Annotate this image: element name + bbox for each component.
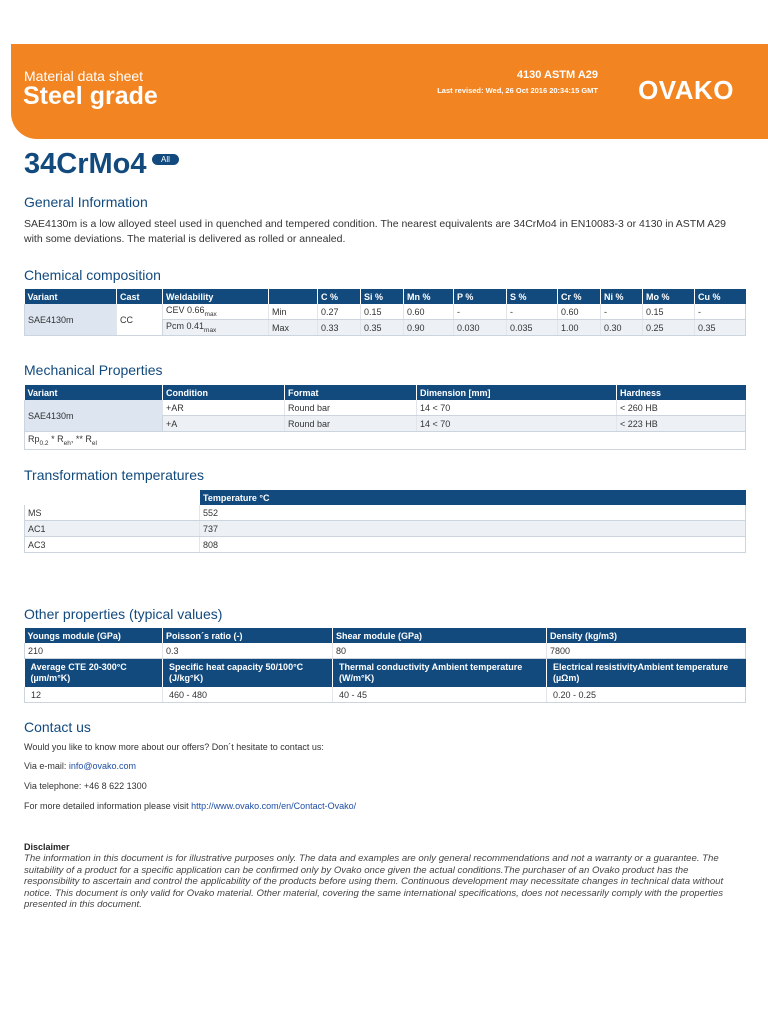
column-header: S % [507, 289, 558, 304]
value-cell: - [695, 304, 746, 320]
header-title: Steel grade [23, 82, 158, 110]
value-cell: 210 [25, 643, 163, 659]
variant-cell: SAE4130m [25, 304, 117, 336]
column-header: Hardness [617, 385, 746, 400]
value-cell: 0.90 [404, 320, 454, 336]
column-header: Variant [25, 289, 117, 304]
general-heading: General Information [24, 194, 148, 210]
transformation-table [24, 490, 746, 553]
table-header-row [25, 385, 746, 400]
ovako-logo: OVAKO [638, 75, 734, 105]
value-cell: 0.30 [601, 320, 643, 336]
value-cell: 40 - 45 [333, 687, 547, 703]
table-row [25, 687, 746, 703]
format-cell: Round bar [285, 400, 417, 416]
footnote-cell: $Rp_{0.2} * R_{eh}$, ** $R_{el}$ [25, 432, 746, 450]
empty-header [25, 490, 200, 505]
header-banner [11, 44, 768, 139]
header-revised: Last revised: Wed, 26 Oct 2016 20:34:15 GMT [437, 86, 598, 95]
value-cell: 1.00 [558, 320, 601, 336]
mechanical-heading: Mechanical Properties [24, 362, 163, 378]
contact-email-line [24, 761, 136, 771]
header-subtitle: Material data sheet [24, 68, 144, 84]
column-header: Shear module (GPa) [333, 628, 547, 643]
weldability-cell: CEV $0.66_{max}$ [163, 304, 269, 320]
value-cell: 0.27 [318, 304, 361, 320]
value-cell: 460 - 480 [163, 687, 333, 703]
dimension-cell: 14 < 70 [417, 400, 617, 416]
value-cell: 12 [25, 687, 163, 703]
other-table [24, 628, 746, 703]
temp-name-cell: AC1 [25, 521, 200, 537]
column-header: Temperature °C [200, 490, 746, 505]
value-cell: 0.33 [318, 320, 361, 336]
value-cell: 0.60 [558, 304, 601, 320]
cast-cell: CC [117, 304, 163, 336]
column-header: Average CTE 20-300°C (µm/m°K) [25, 659, 163, 688]
temp-value-cell: 808 [200, 537, 746, 553]
hardness-cell: < 223 HB [617, 416, 746, 432]
condition-cell: +A [163, 416, 285, 432]
value-cell: 0.030 [454, 320, 507, 336]
contact-more-line [24, 801, 356, 811]
table-header-row [25, 289, 746, 304]
minmax-cell: Min [269, 304, 318, 320]
column-header: Variant [25, 385, 163, 400]
value-cell: - [601, 304, 643, 320]
temp-value-cell: 737 [200, 521, 746, 537]
table-header-row [25, 628, 746, 643]
column-header: Ni % [601, 289, 643, 304]
material-name: 34CrMo4 [24, 148, 147, 180]
column-header: Specific heat capacity 50/100°C (J/kg°K) [163, 659, 333, 688]
contact-intro: Would you like to know more about our offers? Don´t hesitate to contact us: [24, 742, 324, 752]
more-label: For more detailed information please visit [24, 801, 192, 811]
table-header-row [25, 659, 746, 688]
disclaimer-text: The information in this document is for illustrative purposes only. The data and examples are only general recommendations and not a warranty or a guarantee. The suitability of a product for a specific application can be confirmed only by Ovako once given the actual conditions.The purchaser of an Ovako product has the responsibility to ascertain and control the applicability of the products before using them. Continuous development may necessitate changes in technical data without notice. This document is only valid for Ovako material. Other material, covering the same international specifications, does not necessarily comply with the properties presented in this document. [24, 853, 724, 911]
column-header: Electrical resistivityAmbient temperature (µΩm) [547, 659, 746, 688]
column-header: Cu % [695, 289, 746, 304]
column-header: Density (kg/m3) [547, 628, 746, 643]
email-label: Via e-mail: [24, 761, 69, 771]
value-cell: - [507, 304, 558, 320]
table-row [25, 537, 746, 553]
column-header: Cr % [558, 289, 601, 304]
value-cell: 0.15 [643, 304, 695, 320]
value-cell: 0.60 [404, 304, 454, 320]
variant-badge: All [152, 154, 179, 165]
temp-name-cell: AC3 [25, 537, 200, 553]
disclaimer-title: Disclaimer [24, 842, 70, 852]
value-cell: - [454, 304, 507, 320]
table-row [25, 505, 746, 521]
column-header: P % [454, 289, 507, 304]
table-header-row [25, 490, 746, 505]
column-header: Condition [163, 385, 285, 400]
table-row [25, 400, 746, 416]
format-cell: Round bar [285, 416, 417, 432]
transformation-heading: Transformation temperatures [24, 467, 204, 483]
temp-name-cell: MS [25, 505, 200, 521]
value-cell: 0.20 - 0.25 [547, 687, 746, 703]
value-cell: 0.25 [643, 320, 695, 336]
column-header: Weldability [163, 289, 269, 304]
column-header: Format [285, 385, 417, 400]
table-note-row [25, 432, 746, 450]
table-row [25, 521, 746, 537]
column-header: Si % [361, 289, 404, 304]
table-row [25, 643, 746, 659]
value-cell: 0.035 [507, 320, 558, 336]
hardness-cell: < 260 HB [617, 400, 746, 416]
value-cell: 0.3 [163, 643, 333, 659]
column-header: C % [318, 289, 361, 304]
value-cell: 0.35 [361, 320, 404, 336]
column-header: Thermal conductivity Ambient temperature (W/m°K) [333, 659, 547, 688]
value-cell: 80 [333, 643, 547, 659]
other-heading: Other properties (typical values) [24, 606, 223, 622]
column-header [269, 289, 318, 304]
column-header: Cast [117, 289, 163, 304]
column-header: Youngs module (GPa) [25, 628, 163, 643]
contact-heading: Contact us [24, 719, 91, 735]
general-text: SAE4130m is a low alloyed steel used in quenched and tempered condition. The nearest equivalents are 34CrMo4 in EN10083-3 or 4130 in ASTM A29 with some deviations. The material is delivered as rolled or annealed. [24, 218, 726, 245]
contact-phone: Via telephone: +46 8 622 1300 [24, 781, 147, 791]
column-header: Mo % [643, 289, 695, 304]
header-grade: 4130 ASTM A29 [516, 69, 598, 81]
temp-value-cell: 552 [200, 505, 746, 521]
condition-cell: +AR [163, 400, 285, 416]
column-header: Mn % [404, 289, 454, 304]
mechanical-table [24, 385, 746, 450]
weldability-cell: Pcm $0.41_{max}$ [163, 320, 269, 336]
table-row [25, 304, 746, 320]
column-header: Dimension [mm] [417, 385, 617, 400]
minmax-cell: Max [269, 320, 318, 336]
chemical-table [24, 289, 746, 336]
email-link[interactable]: info@ovako.com [68, 761, 137, 771]
chemical-heading: Chemical composition [24, 267, 161, 283]
value-cell: 0.15 [361, 304, 404, 320]
variant-cell: SAE4130m [25, 400, 163, 432]
dimension-cell: 14 < 70 [417, 416, 617, 432]
contact-url-link[interactable]: http://www.ovako.com/en/Contact-Ovako/ [191, 801, 357, 811]
value-cell: 7800 [547, 643, 746, 659]
value-cell: 0.35 [695, 320, 746, 336]
column-header: Poisson´s ratio (-) [163, 628, 333, 643]
